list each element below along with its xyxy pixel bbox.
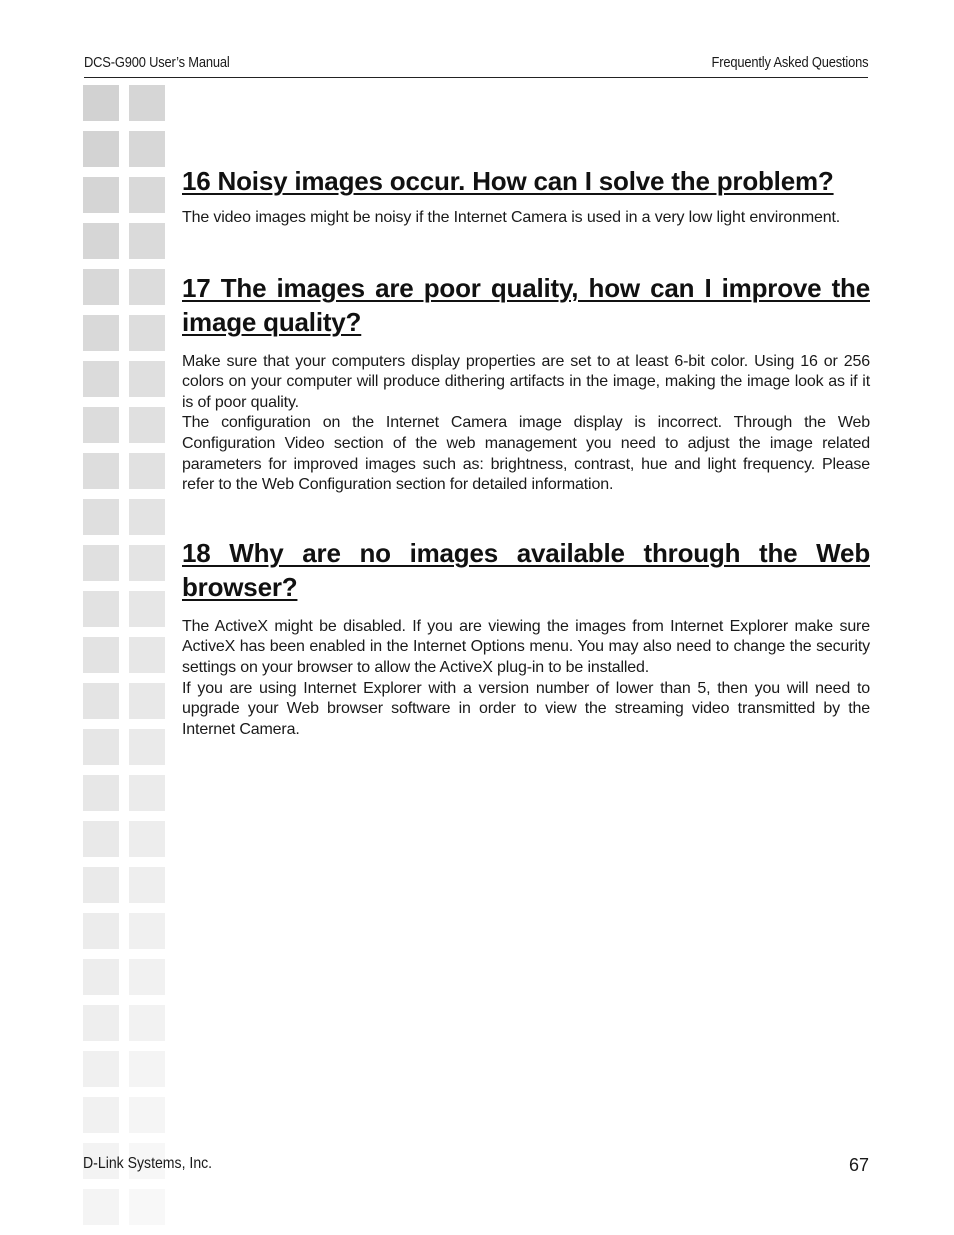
decorative-tile [129,1051,165,1087]
decorative-tile [83,361,119,397]
decorative-tile [129,729,165,765]
decorative-tile [83,591,119,627]
decorative-tile [83,867,119,903]
decorative-tile-column [83,85,167,1235]
decorative-tile [129,453,165,489]
decorative-tile [129,683,165,719]
decorative-tile [83,545,119,581]
decorative-tile [129,177,165,213]
decorative-tile [129,637,165,673]
decorative-tile [129,775,165,811]
decorative-tile [83,1189,119,1225]
page-header [84,53,868,78]
page-number: 67 [848,1155,869,1175]
decorative-tile [129,85,165,121]
decorative-tile [83,499,119,535]
decorative-tile [129,361,165,397]
decorative-tile [83,269,119,305]
decorative-tile [83,223,119,259]
decorative-tile [129,1005,165,1041]
faq-question-18: 18 Why are no images available through the Web browser? [182,537,870,602]
decorative-tile [129,269,165,305]
decorative-tile [83,1051,119,1087]
decorative-tile [83,85,119,121]
decorative-tile [129,591,165,627]
decorative-tile [129,959,165,995]
decorative-tile [83,453,119,489]
decorative-tile [83,729,119,765]
decorative-tile [83,407,119,443]
decorative-tile [129,315,165,351]
decorative-tile [83,1097,119,1133]
decorative-tile [129,131,165,167]
faq-answer-16: The video images might be noisy if the Internet Camera is used in a very low light environment. [182,209,841,226]
decorative-tile [129,913,165,949]
faq-content [182,160,870,740]
faq-answer-17-paragraph-2: The configuration on the Internet Camera image display is incorrect. Through the Web Configuration Video section of the web management you need to adjust the image related parameters for improved images such as: brightness, contrast, hue and light frequency. Please refer to the Web Configuration section for detailed information. [182,414,870,494]
decorative-tile [129,545,165,581]
decorative-tile [83,821,119,857]
decorative-tile [129,407,165,443]
decorative-tile [83,177,119,213]
decorative-tile [129,821,165,857]
decorative-tile [129,499,165,535]
faq-question-16: 16 Noisy images occur. How can I solve the problem? [182,166,834,196]
decorative-tile [129,1097,165,1133]
faq-answer-18-paragraph-1: The ActiveX might be disabled. If you are viewing the images from Internet Explorer make sure ActiveX has been enabled in the Internet Options menu. You may also need to change the security settings on your browser to allow the ActiveX plug-in to be installed. [182,617,870,676]
faq-question-17: 17 The images are poor quality, how can I improve the image quality? [182,272,870,337]
decorative-tile [83,775,119,811]
decorative-tile [83,1005,119,1041]
decorative-tile [129,867,165,903]
decorative-tile [83,637,119,673]
decorative-tile [83,683,119,719]
faq-answer-18-paragraph-2: If you are using Internet Explorer with a version number of lower than 5, then you will need to upgrade your Web browser software in order to view the streaming video transmitted by the Internet Camera. [182,679,870,738]
decorative-tile [83,913,119,949]
decorative-tile [129,1189,165,1225]
company-name: D-Link Systems, Inc. [83,1155,213,1172]
decorative-tile [83,315,119,351]
decorative-tile [83,131,119,167]
faq-answer-17-paragraph-1: Make sure that your computers display properties are set to at least 6-bit color. Using 16 or 256 colors on your computer will produce dithering artifacts in the image, making the image look as if it is of poor quality. [182,352,870,411]
decorative-tile [129,223,165,259]
section-title: Frequently Asked Questions [711,54,868,71]
decorative-tile [83,959,119,995]
manual-title: DCS-G900 User’s Manual [84,54,230,71]
